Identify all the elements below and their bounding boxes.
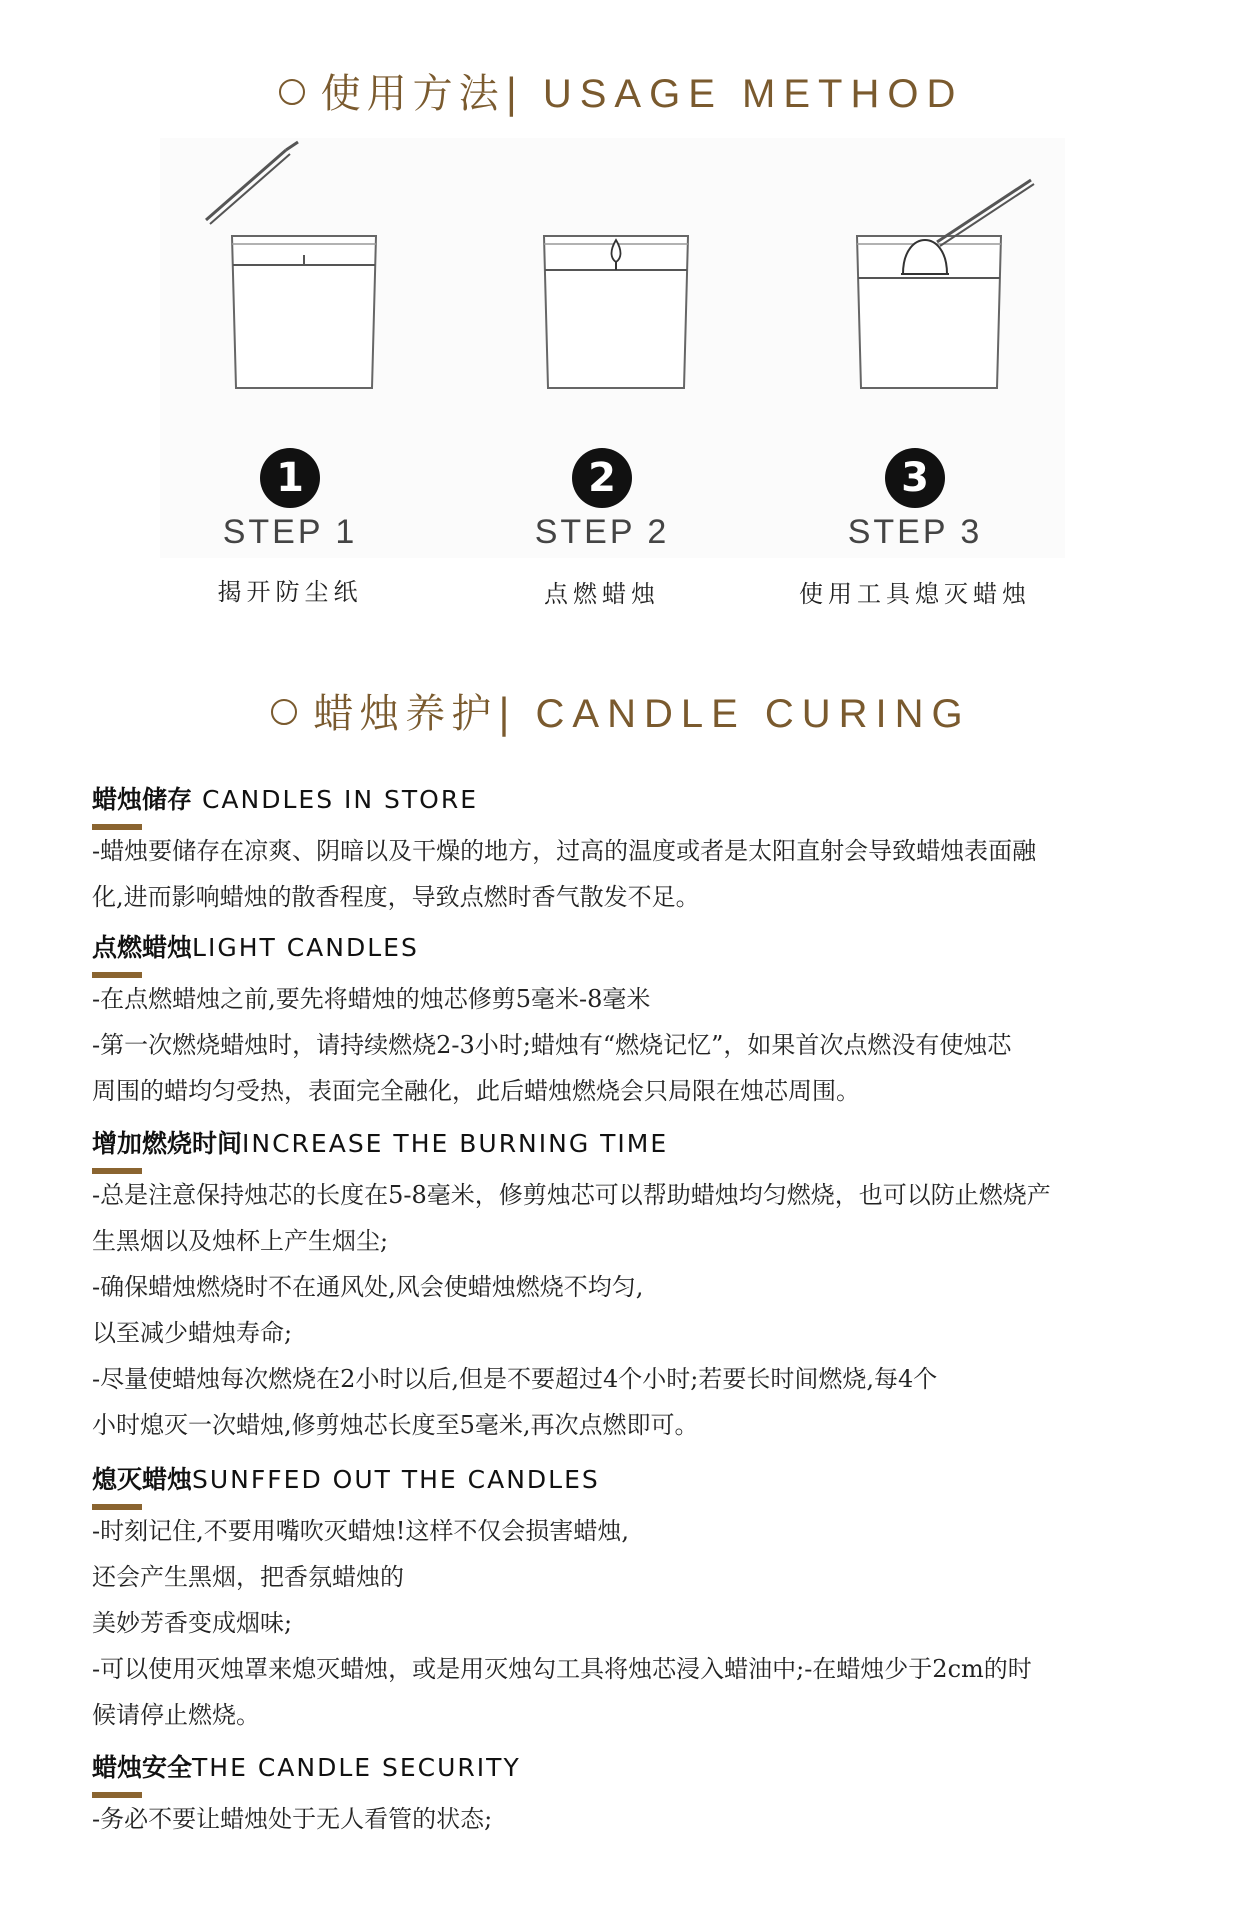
circle-icon bbox=[271, 699, 297, 725]
usage-title-cn: 使用方法| bbox=[320, 71, 525, 117]
step-3-label: STEP 3 bbox=[847, 513, 983, 551]
heading-en: CANDLES IN STORE bbox=[192, 785, 479, 814]
heading-cn: 点燃蜡烛 bbox=[92, 933, 193, 962]
step-1-label: STEP 1 bbox=[222, 513, 358, 551]
paragraph-line: -务必不要让蜡烛处于无人看管的状态; bbox=[92, 1805, 493, 1833]
paragraph-line: -第一次燃烧蜡烛时，请持续燃烧2-3小时;蜡烛有“燃烧记忆”，如果首次点燃没有使烛芯 bbox=[92, 1031, 1012, 1059]
step-2-label: STEP 2 bbox=[534, 513, 670, 551]
candle-flame-icon bbox=[452, 140, 752, 400]
step-1 bbox=[140, 140, 440, 400]
circle-icon bbox=[279, 79, 305, 105]
heading-en: THE CANDLE SECURITY bbox=[192, 1753, 521, 1782]
step-3-badge: 3 bbox=[885, 448, 945, 508]
paragraph-line: 候请停止燃烧。 bbox=[92, 1701, 260, 1729]
step-2 bbox=[452, 140, 752, 400]
candle-snuffer-icon bbox=[765, 140, 1065, 400]
section-snuff-heading bbox=[92, 1460, 1172, 1510]
paragraph-line: -蜡烛要储存在凉爽、阴暗以及干燥的地方，过高的温度或者是太阳直射会导致蜡烛表面融 bbox=[92, 837, 1037, 865]
usage-method-title bbox=[0, 62, 1242, 119]
paragraph-line: 还会产生黑烟，把香氛蜡烛的 bbox=[92, 1563, 404, 1591]
heading-cn: 熄灭蜡烛 bbox=[92, 1465, 193, 1494]
usage-title-en: USAGE METHOD bbox=[542, 72, 964, 116]
paragraph-line: -确保蜡烛燃烧时不在通风处,风会使蜡烛燃烧不均匀, bbox=[92, 1273, 644, 1301]
step-3-desc: 使用工具熄灭蜡烛 bbox=[799, 580, 1031, 608]
heading-en: LIGHT CANDLES bbox=[192, 933, 419, 962]
paragraph-line: -可以使用灭烛罩来熄灭蜡烛，或是用灭烛勾工具将烛芯浸入蜡油中;-在蜡烛少于2cm的时 bbox=[92, 1655, 1032, 1683]
step-1-desc: 揭开防尘纸 bbox=[217, 578, 363, 606]
heading-cn: 蜡烛安全 bbox=[92, 1753, 193, 1782]
step-2-badge: 2 bbox=[572, 448, 632, 508]
paragraph-line: -总是注意保持烛芯的长度在5-8毫米，修剪烛芯可以帮助蜡烛均匀燃烧，也可以防止燃烧产 bbox=[92, 1181, 1051, 1209]
heading-cn: 增加燃烧时间 bbox=[92, 1129, 243, 1158]
candle-curing-title bbox=[0, 682, 1242, 739]
heading-cn: 蜡烛储存 bbox=[92, 785, 193, 814]
paragraph-line: 化,进而影响蜡烛的散香程度，导致点燃时香气散发不足。 bbox=[92, 883, 700, 911]
section-light-heading bbox=[92, 928, 1172, 978]
paragraph-line: 周围的蜡均匀受热，表面完全融化，此后蜡烛燃烧会只局限在烛芯周围。 bbox=[92, 1077, 860, 1105]
paragraph-line: -时刻记住,不要用嘴吹灭蜡烛!这样不仅会损害蜡烛, bbox=[92, 1517, 630, 1545]
section-store-heading bbox=[92, 780, 1172, 830]
curing-title-cn: 蜡烛养护| bbox=[313, 691, 517, 737]
curing-title-en: CANDLE CURING bbox=[535, 692, 971, 736]
heading-en: INCREASE THE BURNING TIME bbox=[242, 1129, 669, 1158]
section-burning-heading bbox=[92, 1124, 1172, 1174]
paragraph-line: -在点燃蜡烛之前,要先将蜡烛的烛芯修剪5毫米-8毫米 bbox=[92, 985, 651, 1013]
candle-lid-icon bbox=[140, 140, 440, 400]
step-2-desc: 点燃蜡烛 bbox=[544, 580, 660, 608]
paragraph-line: 美妙芳香变成烟味; bbox=[92, 1609, 293, 1637]
paragraph-line: 生黑烟以及烛杯上产生烟尘; bbox=[92, 1227, 389, 1255]
paragraph-line: -尽量使蜡烛每次燃烧在2小时以后,但是不要超过4个小时;若要长时间燃烧,每4个 bbox=[92, 1365, 938, 1393]
heading-en: SUNFFED OUT THE CANDLES bbox=[192, 1465, 600, 1494]
step-3 bbox=[765, 140, 1065, 400]
section-security-heading bbox=[92, 1748, 1172, 1798]
step-1-badge: 1 bbox=[260, 448, 320, 508]
paragraph-line: 小时熄灭一次蜡烛,修剪烛芯长度至5毫米,再次点燃即可。 bbox=[92, 1411, 699, 1439]
paragraph-line: 以至减少蜡烛寿命; bbox=[92, 1319, 293, 1347]
